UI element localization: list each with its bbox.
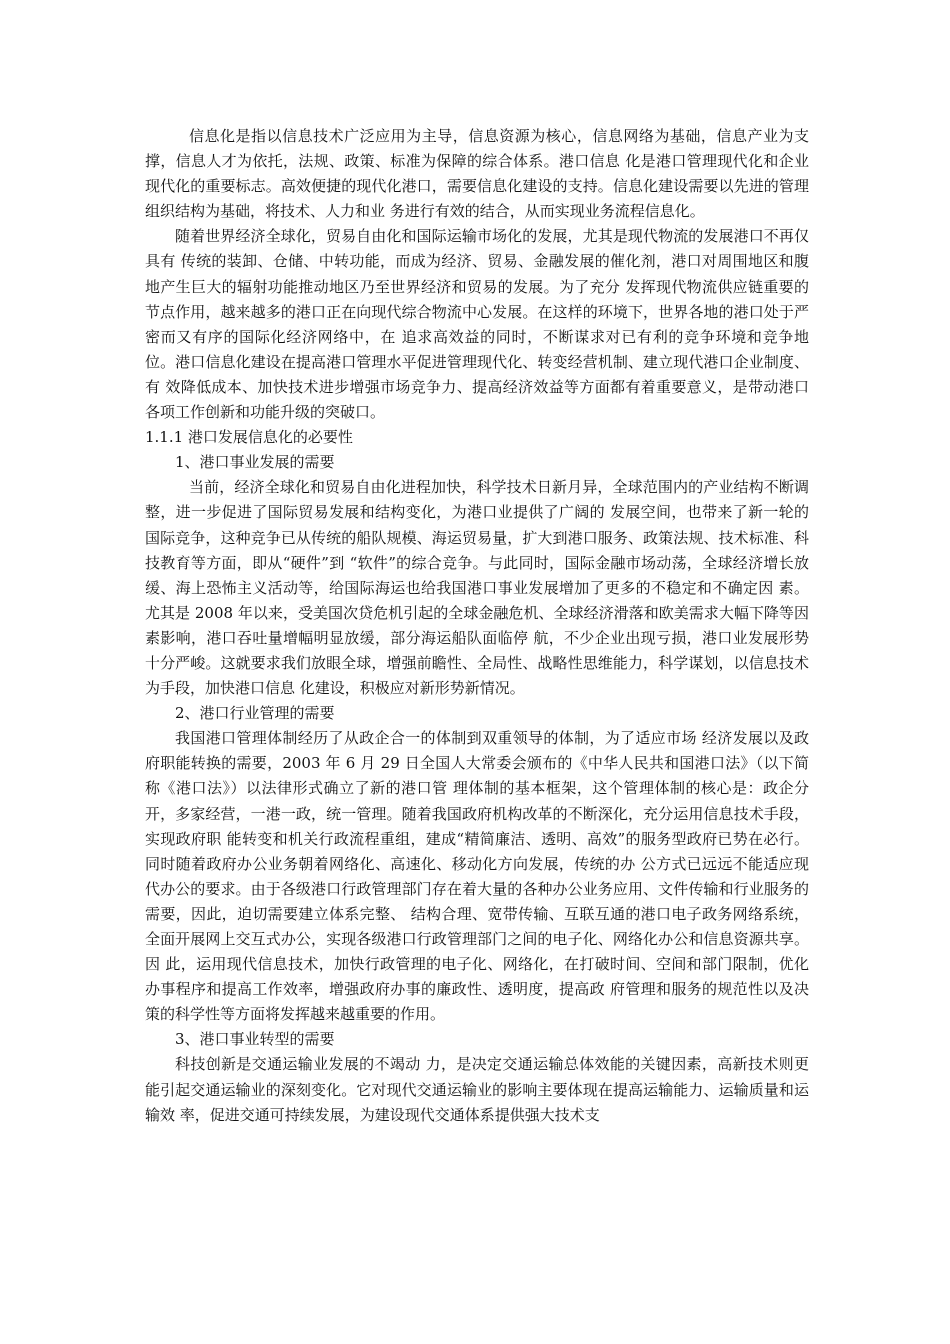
subsection-paragraph-3: 科技创新是交通运输业发展的不竭动 力，是决定交通运输总体效能的关键因素，高新技术则更能引起交通运输业的深刻变化。它对现代交通运输业的影响主要体现在提高运输能力、运输质量和运输效 率，促进交通可持续发展，为建设现代交通体系提供强大技术支 bbox=[145, 1055, 809, 1124]
subsection-title-3: 3、港口事业转型的需要 bbox=[175, 1030, 335, 1049]
document-page bbox=[145, 124, 809, 1128]
subsection-title-2: 2、港口行业管理的需要 bbox=[175, 704, 335, 723]
subsection-paragraph-2: 我国港口管理体制经历了从政企合一的体制到双重领导的体制，为了适应市场 经济发展以及政府职能转换的需要，2003 年 6 月 29 日全国人大常委会颁布的《中华人民共和国港口法》（以下简称《港口法》）以法律形式确立了新的港口管 理体制的基本框架，这个管理体制的核心是：政企分开，多家经营，一港一政，统一管理。随着我国政府机构改革的不断深化，充分运用信息技术手段，实现政府职 能转变和机关行政流程重组，建成“精简廉洁、透明、高效”的服务型政府已势在必行。同时随着政府办公业务朝着网络化、高速化、移动化方向发展，传统的办 公方式已远远不能适应现代办公的要求。由于各级港口行政管理部门存在着大量的各种办公业务应用、文件传输和行业服务的需要，因此，迫切需要建立体系完整、 结构合理、宽带传输、互联互通的港口电子政务网络系统，全面开展网上交互式办公，实现各级港口行政管理部门之间的电子化、网络化办公和信息资源共享。因 此，运用现代信息技术，加快行政管理的电子化、网络化，在打破时间、空间和部门限制，优化办事程序和提高工作效率，增强政府办事的廉政性、透明度，提高政 府管理和服务的规范性以及决策的科学性等方面将发挥越来越重要的作用。 bbox=[145, 729, 809, 1024]
subsection-paragraph-1: 当前，经济全球化和贸易自由化进程加快，科学技术日新月异，全球范围内的产业结构不断调整，进一步促进了国际贸易发展和结构变化，为港口业提供了广阔的 发展空间，也带来了新一轮的国际竞争，这种竞争已从传统的船队规模、海运贸易量，扩大到港口服务、政策法规、技术标准、科技教育等方面，即从“硬件”到 “软件”的综合竞争。与此同时，国际金融市场动荡，全球经济增长放缓、海上恐怖主义活动等，给国际海运也给我国港口事业发展增加了更多的不稳定和不确定因 素。尤其是 2008 年以来，受美国次贷危机引起的全球金融危机、全球经济滑落和欧美需求大幅下降等因素影响，港口吞吐量增幅明显放缓，部分海运船队面临停 航，不少企业出现亏损，港口业发展形势十分严峻。这就要求我们放眼全球，增强前瞻性、全局性、战略性思维能力，科学谋划，以信息技术为手段，加快港口信息 化建设，积极应对新形势新情况。 bbox=[145, 478, 809, 698]
intro-paragraph-2: 随着世界经济全球化，贸易自由化和国际运输市场化的发展，尤其是现代物流的发展港口不再仅具有 传统的装卸、仓储、中转功能，而成为经济、贸易、金融发展的催化剂，港口对周围地区和腹地产生巨大的辐射功能推动地区乃至世界经济和贸易的发展。为了充分 发挥现代物流供应链重要的节点作用，越来越多的港口正在向现代综合物流中心发展。在这样的环境下，世界各地的港口处于严密而又有序的国际化经济网络中，在 追求高效益的同时，不断谋求对已有利的竞争环境和竞争地位。港口信息化建设在提高港口管理水平促进管理现代化、转变经营机制、建立现代港口企业制度、有 效降低成本、加快技术进步增强市场竞争力、提高经济效益等方面都有着重要意义，是带动港口各项工作创新和功能升级的突破口。 bbox=[145, 227, 809, 422]
subsection-title-1: 1、港口事业发展的需要 bbox=[175, 453, 335, 472]
intro-paragraph-1: 信息化是指以信息技术广泛应用为主导，信息资源为核心，信息网络为基础，信息产业为支撑，信息人才为依托，法规、政策、标准为保障的综合体系。港口信息 化是港口管理现代化和企业现代化的重要标志。高效便捷的现代化港口，需要信息化建设的支持。信息化建设需要以先进的管理组织结构为基础，将技术、人力和业 务进行有效的结合，从而实现业务流程信息化。 bbox=[145, 127, 809, 221]
section-heading: 1.1.1 港口发展信息化的必要性 bbox=[145, 428, 353, 447]
